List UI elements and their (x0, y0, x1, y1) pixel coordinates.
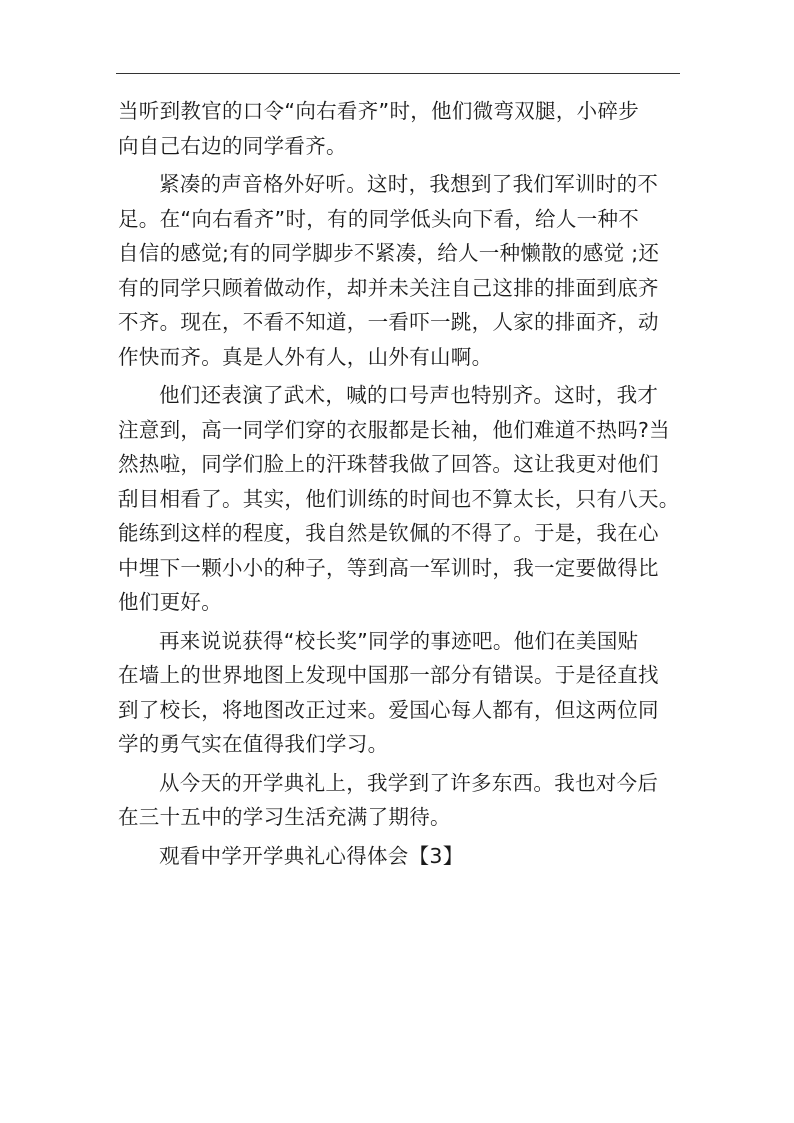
text-line: 紧凑的声音格外好听。这时，我想到了我们军训时的不 (159, 172, 659, 196)
text-line: 注意到，高一同学们穿的衣服都是长袖，他们难道不热吗?当 (118, 417, 670, 442)
paragraph-5 (118, 766, 682, 835)
text-line: 然热啦，同学们脸上的汗珠替我做了回答。这让我更对他们 (118, 452, 659, 476)
text-line: 学的勇气实在值得我们学习。 (118, 732, 389, 756)
paragraph-2 (118, 167, 682, 374)
document-body (118, 94, 682, 877)
header-rule (116, 73, 680, 74)
text-line: 能练到这样的程度，我自然是钦佩的不得了。于是，我在心 (118, 521, 659, 545)
text-line: 在墙上的世界地图上发现中国那一部分有错误。于是径直找 (118, 663, 659, 687)
text-line: 从今天的开学典礼上，我学到了许多东西。我也对今后 (159, 770, 659, 795)
text-line: 自信的感觉;有的同学脚步不紧凑，给人一种懒散的感觉 ;还 (118, 241, 660, 265)
text-line: 他们还表演了武术，喊的口号声也特别齐。这时，我才 (159, 383, 659, 407)
paragraph-1 (118, 94, 682, 163)
text-line: 中埋下一颗小小的种子，等到高一军训时，我一定要做得比 (118, 555, 659, 580)
text-line: 有的同学只顾着做动作，却并未关注自己这排的排面到底齐 (118, 275, 659, 300)
text-line: 足。在“向右看齐”时，有的同学低头向下看，给人一种不 (118, 206, 640, 231)
paragraph-3 (118, 378, 682, 620)
text-line: 不齐。现在，不看不知道，一看吓一跳，人家的排面齐，动 (118, 310, 659, 334)
section-heading (118, 839, 682, 874)
text-line: 观看中学开学典礼心得体会【3】 (159, 843, 464, 868)
text-line: 向自己右边的同学看齐。 (118, 133, 347, 158)
text-line: 他们更好。 (118, 590, 222, 614)
text-line: 当听到教官的口令“向右看齐”时，他们微弯双腿，小碎步 (118, 99, 640, 123)
text-line: 在三十五中的学习生活充满了期待。 (118, 805, 451, 829)
text-line: 刮目相看了。其实，他们训练的时间也不算太长，只有八天。 (118, 486, 680, 511)
text-line: 再来说说获得“校长奖”同学的事迹吧。他们在美国贴 (159, 628, 639, 653)
text-line: 作快而齐。真是人外有人，山外有山啊。 (118, 344, 493, 369)
paragraph-4 (118, 624, 682, 762)
text-line: 到了校长，将地图改正过来。爱国心每人都有，但这两位同 (118, 697, 659, 722)
